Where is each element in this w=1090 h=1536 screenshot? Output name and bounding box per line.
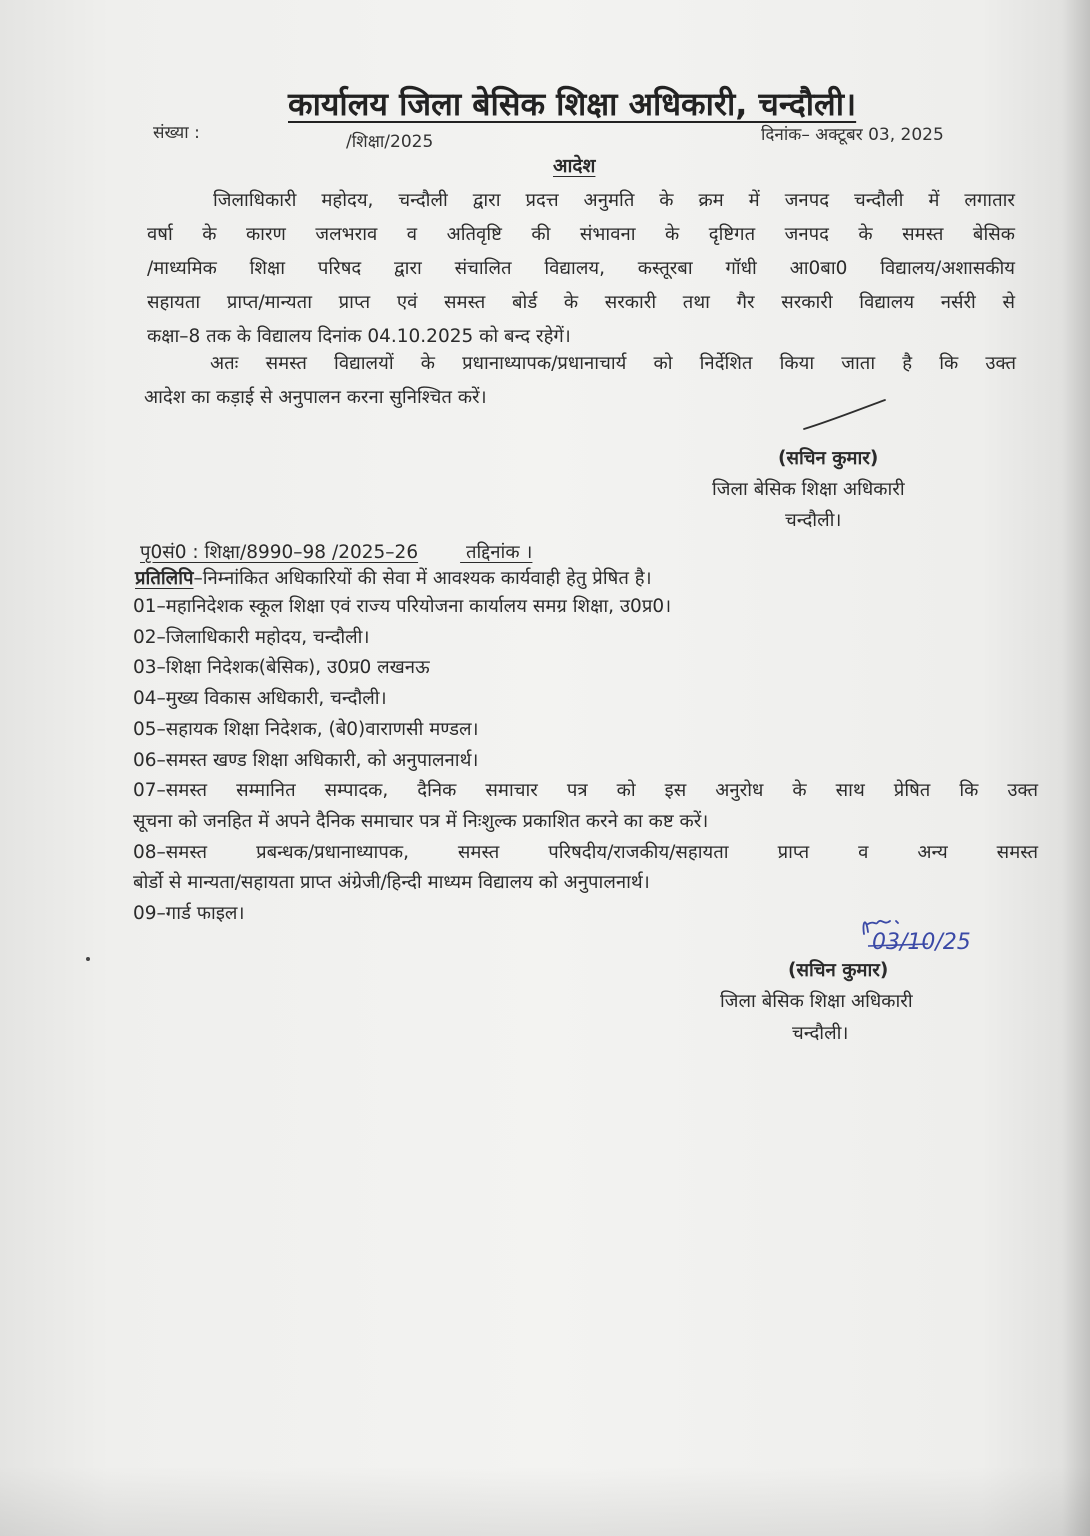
page-bottom-shadow [0,1466,1090,1536]
list-item: बोर्डो से मान्यता/सहायता प्राप्त अंग्रेजी/हिन्दी माध्यम विद्यालय को अनुपालनार्थ। [133,872,650,894]
list-item: 09–गार्ड फाइल। [133,903,245,925]
paper-speck [86,957,90,961]
paragraph-line: वर्षा के कारण जलभराव व अतिवृष्टि की संभावना के दृष्टिगत जनपद के समस्त बेसिक [147,224,1015,245]
reference-year: /2025–26 [331,542,419,563]
paragraph-line: अतः समस्त विद्यालयों के प्रधानाध्यापक/प्रधानाचार्य को निर्देशित किया जाता है कि उक्त [210,353,1016,374]
order-heading: आदेश [553,155,596,177]
paragraph-line: कक्षा–8 तक के विद्यालय दिनांक 04.10.2025 को बन्द रहेगें। [147,326,571,347]
list-item: 04–मुख्य विकास अधिकारी, चन्दौली। [133,688,387,710]
distribution-list [133,592,1038,930]
handwritten-date: 03/10/25 [872,930,971,955]
copy-intro-label: प्रतिलिपि [135,568,194,589]
letter-date: दिनांक– अक्टूबर 03, 2025 [761,125,944,145]
signatory-designation-1: जिला बेसिक शिक्षा अधिकारी [712,479,905,500]
page-edge-shadow [1062,0,1090,1536]
list-item: 06–समस्त खण्ड शिक्षा अधिकारी, को अनुपालनार्थ। [133,749,479,771]
signatory-place-2: चन्दौली। [792,1023,849,1044]
list-item: 02–जिलाधिकारी महोदय, चन्दौली। [133,626,370,648]
paragraph-line: /माध्यमिक शिक्षा परिषद द्वारा संचालित विद्यालय, कस्तूरबा गॉधी आ0बा0 विद्यालय/अशासकीय [147,258,1015,279]
list-item: 01–महानिदेशक स्कूल शिक्षा एवं राज्य परियोजना कार्यालय समग्र शिक्षा, उ0प्र0। [133,596,672,617]
signatory-designation-2: जिला बेसिक शिक्षा अधिकारी [720,991,913,1012]
reference-date: तद्दिनांक । [465,542,533,563]
paragraph-line: जिलाधिकारी महोदय, चन्दौली द्वारा प्रदत्त अनुमति के क्रम में जनपद चन्दौली में लगातार [213,190,1015,211]
list-item: 03–शिक्षा निदेशक(बेसिक), उ0प्र0 लखनऊ [133,657,430,679]
paragraph-line: आदेश का कड़ाई से अनुपालन करना सुनिश्चित करें। [144,387,487,408]
office-title: कार्यालय जिला बेसिक शिक्षा अधिकारी, चन्दौली। [288,85,857,123]
copy-intro [135,565,652,590]
paragraph-line: सहायता प्राप्त/मान्यता प्राप्त एवं समस्त बोर्ड के सरकारी तथा गैर सरकारी विद्यालय नर्सरी से [147,292,1015,313]
reference-prefix: पृ0सं0 : शिक्षा/8990–98 [140,542,327,563]
signatory-name-1: (सचिन कुमार) [778,448,879,469]
reference-number [140,539,532,564]
signatory-name-2: (सचिन कुमार) [788,960,889,981]
letter-number-value: /शिक्षा/2025 [346,132,434,152]
list-item: 05–सहायक शिक्षा निदेशक, (बे0)वाराणसी मण्डल। [133,718,479,740]
signatory-place-1: चन्दौली। [785,510,842,531]
list-item: 08–समस्त प्रबन्धक/प्रधानाध्यापक, समस्त परिषदीय/राजकीय/सहायता प्राप्त व अन्य समस्त [133,841,1038,863]
copy-intro-text: –निम्नांकित अधिकारियों की सेवा में आवश्यक कार्यवाही हेतु प्रेषित है। [193,568,652,589]
list-item: 07–समस्त सम्मानित सम्पादक, दैनिक समाचार पत्र को इस अनुरोध के साथ प्रेषित कि उक्त [133,780,1038,802]
signature-stroke [800,395,890,435]
order-paragraph-1 [147,184,1015,354]
letter-number-label: संख्या : [153,123,200,143]
list-item: सूचना को जनहित में अपने दैनिक समाचार पत्र में निःशुल्क प्रकाशित करने का कष्ट करें। [133,810,709,832]
